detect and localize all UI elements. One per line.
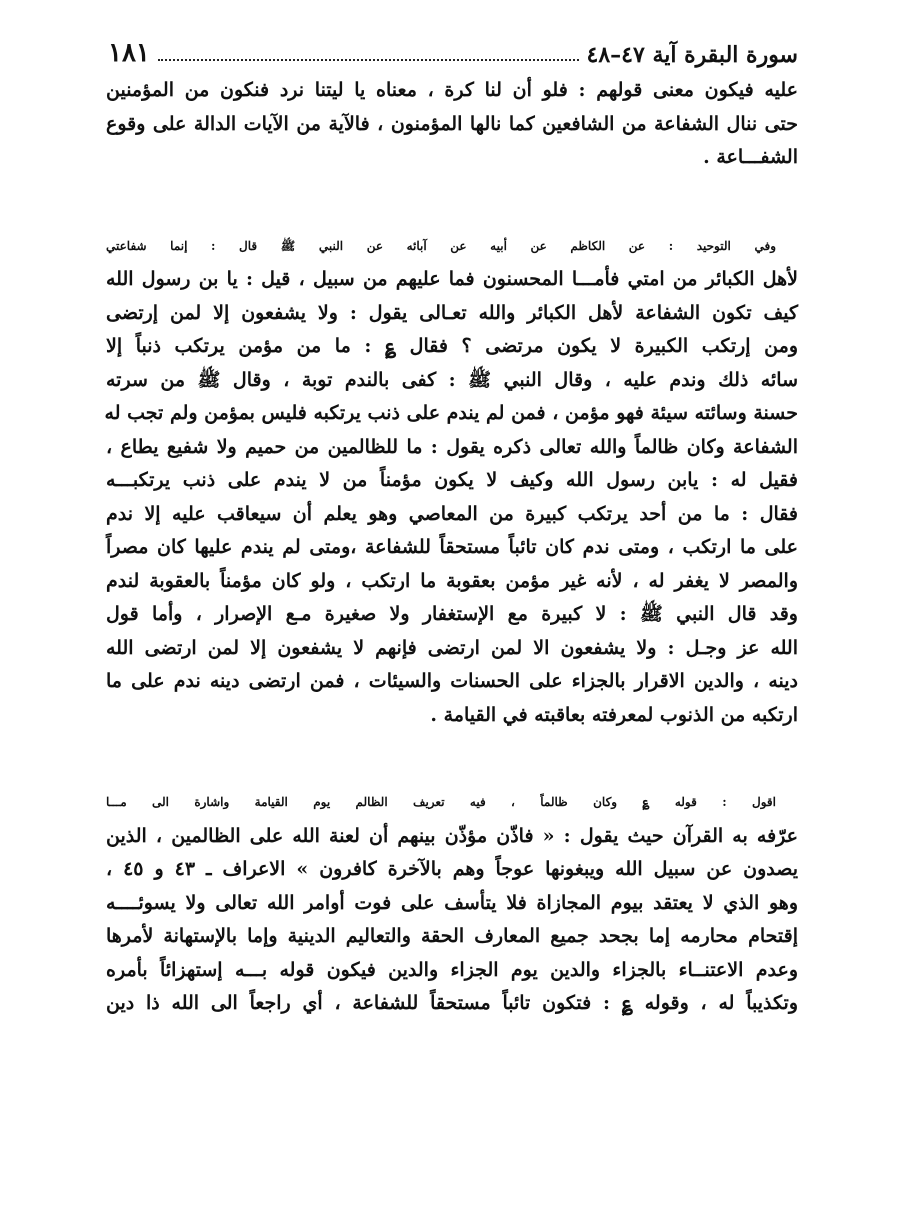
text-line: الشفـــاعة .: [703, 146, 798, 168]
text-line: ومن إرتكب الكبيرة لا يكون مرتضى ؟ فقال ؏ : ما من مؤمن يرتكب ذنباً إلا: [106, 335, 798, 357]
header-dotted-rule: [158, 59, 579, 61]
paragraph-2: [106, 230, 798, 733]
text-line: حسنة وسائته سيئة فهو مؤمن ، فمن لم يندم على ذنب يرتكبه فليس بمؤمن ولم تجب له: [104, 402, 798, 424]
text-line: فقال : ما من أحد يرتكب كبيرة من المعاصي وهو يعلم أن سيعاقب عليه إلا ندم: [106, 502, 798, 525]
text-line: وتكذيباً له ، وقوله ؏ : فتكون تائباً مستحقاً للشفاعة ، أي راجعاً الى الله ذا دين: [106, 992, 798, 1014]
text-line: الله عز وجـل : ولا يشفعون الا لمن ارتضى فإنهم لا يشفعون إلا لمن ارتضى الله: [106, 636, 798, 659]
text-line: اقول : قوله ؏ وكان ظالماً ، فيه تعريف الظالم يوم القيامة واشارة الى مـــا: [106, 795, 776, 809]
page-body: [106, 74, 798, 1021]
paragraph-3: [106, 786, 798, 1021]
text-line: فقيل له : يابن رسول الله وكيف لا يكون مؤمناً من لا يندم على ذنب يرتكبـــه: [106, 469, 798, 491]
text-line: على ما ارتكب ، ومتى ندم كان تائباً مستحقاً للشفاعة ،ومتى لم يندم عليها كان مصراً: [106, 536, 798, 558]
running-header: [108, 36, 798, 66]
surah-title: سورة البقرة آية ٤٧–٤٨: [586, 42, 798, 68]
text-line: وفي التوحيد : عن الكاظم عن أبيه عن آبائه عن النبي ﷺ قال : إنما شفاعتي: [106, 238, 777, 253]
text-line: الشفاعة وكان ظالماً والله تعالى ذكره يقول : ما للظالمين من حميم ولا شفيع يطاع ،: [106, 435, 798, 458]
text-line: دينه ، والدين الاقرار بالجزاء على الحسنات والسيئات ، فمن ارتضى دينه ندم على ما: [106, 670, 798, 692]
text-line: لأهل الكبائر من امتي فأمـــا المحسنون فما عليهم من سبيل ، قيل : يا بن رسول الله: [106, 268, 798, 290]
text-line: وقد قال النبي ﷺ : لا كبيرة مع الإستغفار ولا صغيرة مـع الإصرار ، وأما قول: [106, 603, 798, 625]
text-line: وعدم الاعتنــاء بالجزاء والدين يوم الجزاء والدين فيكون قوله بـــه إستهزائاً بأمره: [106, 958, 798, 981]
text-line: ارتكبه من الذنوب لمعرفته بعاقبته في القيامة .: [430, 703, 798, 726]
text-line: وهو الذي لا يعتقد بيوم المجازاة فلا يتأسف على فوت أوامر الله تعالى ولا يسوئــــه: [106, 891, 798, 914]
text-line: إقتحام محارمه إما بجحد جميع المعارف الحقة والتعاليم الدينية وإما بالإستهانة لأمرها: [106, 925, 798, 947]
page-number: ١٨١: [108, 38, 150, 68]
paragraph-1: [106, 74, 798, 175]
text-line: حتى ننال الشفاعة من الشافعين كما نالها المؤمنون ، فالآية من الآيات الدالة على وقوع: [106, 112, 798, 135]
text-line: عليه فيكون معنى قولهم : فلو أن لنا كرة ، معناه يا ليتنا نرد فنكون من المؤمنين: [106, 79, 798, 101]
text-line: كيف تكون الشفاعة لأهل الكبائر والله تعـالى يقول : ولا يشفعون إلا لمن إرتضى: [106, 301, 798, 324]
text-line: سائه ذلك وندم عليه ، وقال النبي ﷺ : كفى بالندم توبة ، وقال ﷺ من سرته: [106, 368, 798, 391]
text-line: عرّفه به القرآن حيث يقول : « فاذّن مؤذّن بينهم أن لعنة الله على الظالمين ، الذين: [106, 824, 798, 847]
text-line: يصدون عن سبيل الله ويبغونها عوجاً وهم بالآخرة كافرون » الاعراف ـ ٤٣ و ٤٥ ،: [106, 858, 798, 880]
text-line: والمصر لا يغفر له ، لأنه غير مؤمن بعقوبة ما ارتكب ، ولو كان مؤمناً بالعقوبة لندم: [106, 569, 798, 592]
